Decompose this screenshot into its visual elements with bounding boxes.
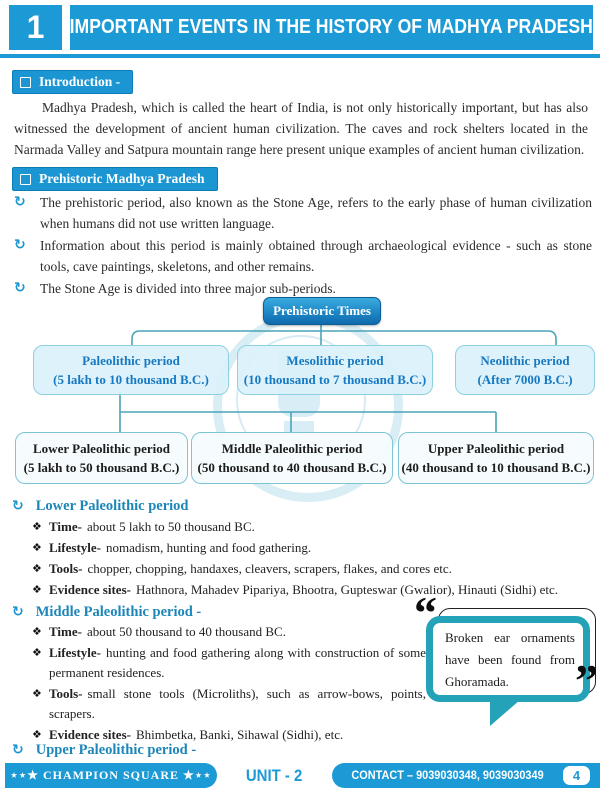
page-number-badge — [563, 766, 590, 785]
list-item — [30, 684, 426, 724]
list-item — [30, 622, 426, 642]
prehistoric-heading-box — [12, 167, 218, 191]
box-range: (10 thousand to 7 thousand B.C.) — [243, 372, 427, 387]
flowchart-box-upper-paleolithic — [398, 432, 594, 484]
flowchart-box-middle-paleolithic — [191, 432, 393, 484]
item-label: Time- — [49, 624, 82, 639]
item-label: Tools- — [49, 686, 83, 701]
middle-paleolithic-list — [30, 622, 426, 746]
box-title: Middle Paleolithic period — [221, 441, 363, 456]
flowchart-root-box — [263, 297, 381, 325]
callout-tail — [490, 700, 520, 726]
box-range: (After 7000 B.C.) — [477, 372, 573, 387]
lower-paleolithic-list — [30, 517, 592, 601]
prehistoric-bullet-list — [12, 192, 592, 300]
flowchart-box-mesolithic — [237, 345, 433, 395]
item-text: Bhimbetka, Banki, Sihawal (Sidhi), etc. — [135, 727, 344, 742]
footer-contact-bar — [332, 763, 600, 788]
arrow-bullet-icon: ↻ — [12, 742, 24, 758]
open-quote-icon: “ — [414, 587, 437, 638]
page-footer — [0, 761, 600, 791]
section-heading-text: Middle Paleolithic period - — [35, 604, 202, 620]
diamond-bullet-icon: ❖ — [32, 520, 42, 533]
footer-unit-label: UNIT - 2 — [246, 765, 303, 785]
page-title-bar — [70, 5, 593, 50]
arrow-bullet-icon: ↻ — [12, 498, 24, 514]
page-title: IMPORTANT EVENTS IN THE HISTORY OF MADHYA PRADESH — [69, 16, 594, 38]
item-text: hunting and food gathering along with construction of some permanent residences. — [49, 645, 426, 680]
flowchart-box-neolithic — [455, 345, 595, 395]
diamond-bullet-icon: ❖ — [32, 728, 42, 741]
bullet-text: The Stone Age is divided into three major sub-periods. — [40, 281, 336, 296]
item-label: Lifestyle- — [49, 540, 101, 555]
arrow-bullet-icon: ↻ — [14, 237, 26, 253]
item-text: nomadism, hunting and food gathering. — [105, 540, 312, 555]
list-item — [30, 643, 426, 683]
arrow-bullet-icon: ↻ — [14, 280, 26, 296]
page-number: 4 — [572, 768, 581, 783]
list-item — [12, 192, 592, 234]
box-title: Upper Paleolithic period — [427, 441, 565, 456]
bullet-text: The prehistoric period, also known as the Stone Age, refers to the early phase of human civilization when humans did not use written language. — [40, 195, 592, 231]
close-quote-icon: ” — [575, 655, 598, 706]
bullet-text: Information about this period is mainly obtained through archaeological evidence - such as stone tools, cave paintings, skeletons, and other remains. — [40, 238, 592, 274]
item-label: Time- — [49, 519, 82, 534]
checkbox-icon — [20, 77, 31, 88]
list-item — [12, 235, 592, 277]
upper-paleolithic-heading — [12, 740, 196, 761]
prehistoric-heading: Prehistoric Madhya Pradesh — [39, 171, 205, 186]
flowchart-root-label: Prehistoric Times — [273, 303, 371, 318]
chapter-number: 1 — [26, 9, 45, 45]
introduction-paragraph: Madhya Pradesh, which is called the heart of India, is not only historically important, but has also witnessed the development of ancient human civilization. The caves and rock shelters located in the Narmada Valley and Satpura mountain range here present unique examples of ancient human civilization. — [14, 100, 588, 157]
lower-paleolithic-heading — [12, 496, 189, 517]
flowchart-box-paleolithic — [33, 345, 229, 395]
arrow-bullet-icon: ↻ — [14, 194, 26, 210]
box-title: Paleolithic period — [82, 353, 180, 368]
item-label: Tools- — [49, 561, 83, 576]
introduction-heading-box — [12, 70, 133, 94]
footer-brand-bar — [5, 763, 217, 788]
item-text: about 5 lakh to 50 thousand BC. — [86, 519, 255, 534]
box-range: (40 thousand to 10 thousand B.C.) — [401, 460, 591, 475]
diamond-bullet-icon: ❖ — [32, 583, 42, 596]
section-heading-text: Lower Paleolithic period — [35, 498, 189, 514]
item-text: chopper, chopping, handaxes, cleavers, scrapers, flakes, and cores etc. — [87, 561, 452, 576]
footer-brand: ⋆⋆★ CHAMPION SQUARE ★⋆⋆ — [10, 768, 212, 782]
header-divider — [0, 54, 600, 58]
box-range: (50 thousand to 40 thousand B.C.) — [197, 460, 387, 475]
box-title: Lower Paleolithic period — [33, 441, 170, 456]
list-item — [30, 517, 592, 537]
item-label: Lifestyle- — [49, 645, 101, 660]
diamond-bullet-icon: ❖ — [32, 687, 42, 700]
section-heading-text: Upper Paleolithic period - — [35, 742, 197, 758]
diamond-bullet-icon: ❖ — [32, 541, 42, 554]
item-label: Evidence sites- — [49, 582, 131, 597]
diamond-bullet-icon: ❖ — [32, 625, 42, 638]
list-item — [12, 278, 592, 299]
box-range: (5 lakh to 50 thousand B.C.) — [23, 460, 180, 475]
box-title: Mesolithic period — [286, 353, 384, 368]
box-range: (5 lakh to 10 thousand B.C.) — [53, 372, 209, 387]
callout-text: Broken ear ornaments have been found from Ghoramada. — [445, 630, 575, 689]
middle-paleolithic-heading — [12, 602, 201, 623]
flowchart-box-lower-paleolithic — [15, 432, 188, 484]
list-item — [30, 580, 592, 600]
list-item — [30, 559, 592, 579]
arrow-bullet-icon: ↻ — [12, 604, 24, 620]
item-text: small stone tools (Microliths), such as arrow-bows, points, scrapers. — [49, 686, 426, 721]
box-title: Neolithic period — [480, 353, 570, 368]
callout-bubble — [426, 616, 590, 702]
diamond-bullet-icon: ❖ — [32, 562, 42, 575]
footer-contact: CONTACT – 9039030348, 9039030349 — [351, 769, 544, 782]
fact-callout — [414, 587, 600, 726]
item-text: about 50 thousand to 40 thousand BC. — [86, 624, 286, 639]
item-label: Evidence sites- — [49, 727, 131, 742]
list-item — [30, 538, 592, 558]
item-text: Hathnora, Mahadev Pipariya, Bhootra, Gupteswar (Gwalior), Hinauti (Sidhi) etc. — [135, 582, 558, 597]
checkbox-icon — [20, 174, 31, 185]
chapter-number-box — [9, 5, 62, 50]
diamond-bullet-icon: ❖ — [32, 646, 42, 659]
introduction-heading: Introduction - — [39, 74, 121, 89]
footer-unit — [222, 763, 327, 788]
